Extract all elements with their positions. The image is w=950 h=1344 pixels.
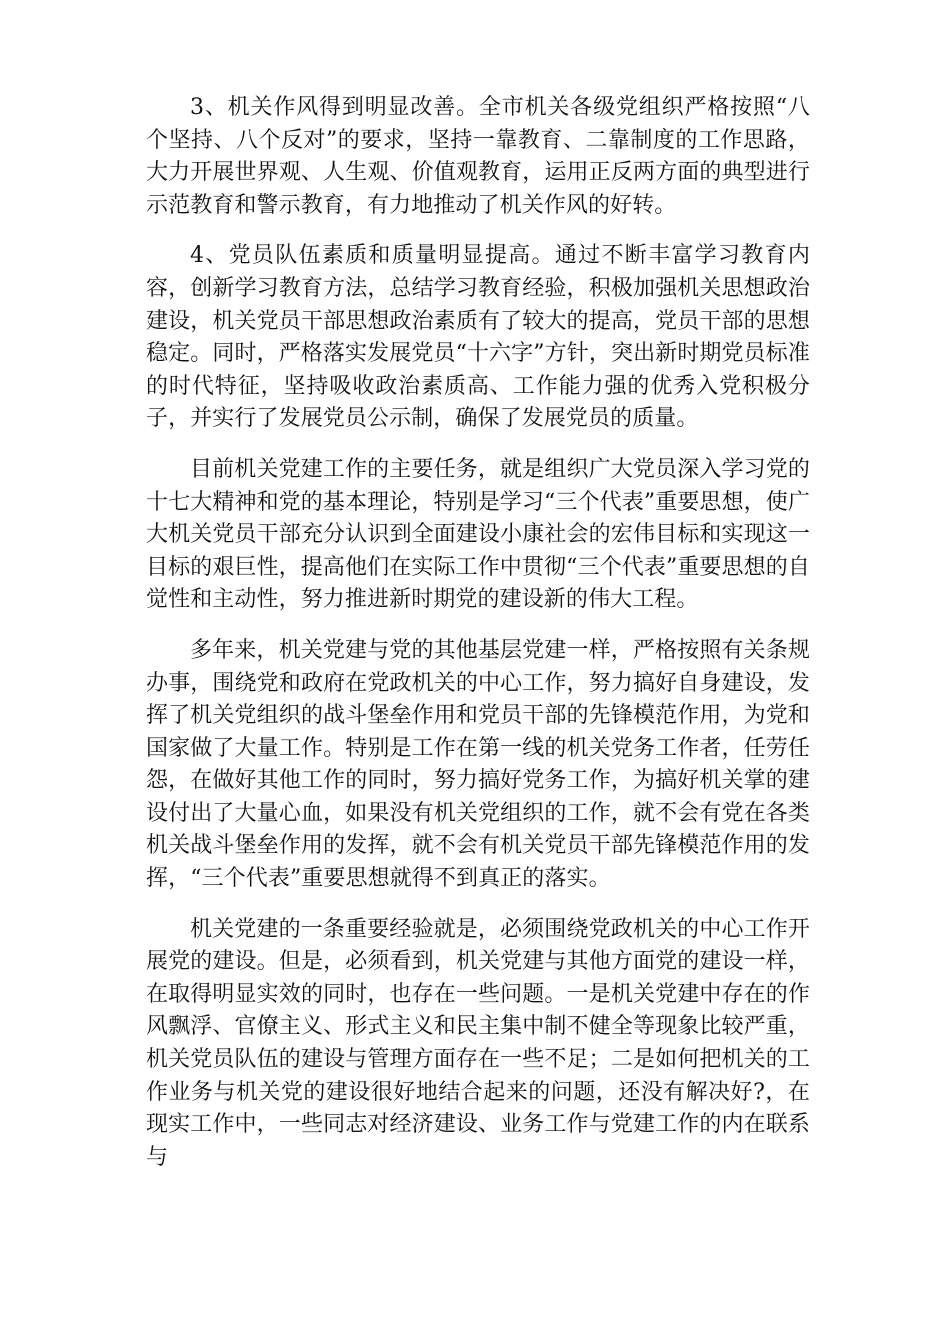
paragraph-party-members-quality: 4、党员队伍素质和质量明显提高。通过不断丰富学习教育内容，创新学习教育方法，总结学习教育经验，积极加强机关思想政治建设，机关党员干部思想政治素质有了较大的提高，党员干部的思想稳定。同时，严格落实发展党员“十六字”方针，突出新时期党员标准的时代特征，坚持吸收政治素质高、工作能力强的优秀入党积极分子，并实行了发展党员公示制，确保了发展党员的质量。: [146, 243, 810, 432]
paragraph-achievements: 多年来，机关党建与党的其他基层党建一样，严格按照有关条规办事，围绕党和政府在党政机关的中心工作，努力搞好自身建设，发挥了机关党组织的战斗堡垒作用和党员干部的先锋模范作用，为党和国家做了大量工作。特别是工作在第一线的机关党务工作者，任劳任怨，在做好其他工作的同时，努力搞好党务工作，为搞好机关掌的建设付出了大量心血，如果没有机关党组织的工作，就不会有党在各类机关战斗堡垒作用的发挥，就不会有机关党员干部先锋模范作用的发挥，“三个代表”重要思想就得不到真正的落实。: [146, 637, 810, 892]
paragraph-experience-and-problems: 机关党建的一条重要经验就是，必须围绕党政机关的中心工作开展党的建设。但是，必须看到，机关党建与其他方面党的建设一样，在取得明显实效的同时，也存在一些问题。一是机关党建中存在的作风飘浮、官僚主义、形式主义和民主集中制不健全等现象比较严重，机关党员队伍的建设与管理方面存在一些不足；二是如何把机关的工作业务与机关党的建设很好地结合起来的问题，还没有解决好?，在现实工作中，一些同志对经济建设、业务工作与党建工作的内在联系与: [146, 916, 810, 1170]
paragraph-work-style: 3、机关作风得到明显改善。全市机关各级党组织严格按照“八个坚持、八个反对”的要求，坚持一靠教育、二靠制度的工作思路，大力开展世界观、人生观、价值观教育，运用正反两方面的典型进行示范教育和警示教育，有力地推动了机关作风的好转。: [146, 95, 810, 218]
paragraph-main-tasks: 目前机关党建工作的主要任务，就是组织广大党员深入学习党的十七大精神和党的基本理论，特别是学习“三个代表”重要思想，使广大机关党员干部充分认识到全面建设小康社会的宏伟目标和实现这一目标的艰巨性，提高他们在实际工作中贯彻“三个代表”重要思想的自觉性和主动性，努力推进新时期党的建设新的伟大工程。: [146, 456, 810, 613]
document-body: [146, 92, 810, 1192]
